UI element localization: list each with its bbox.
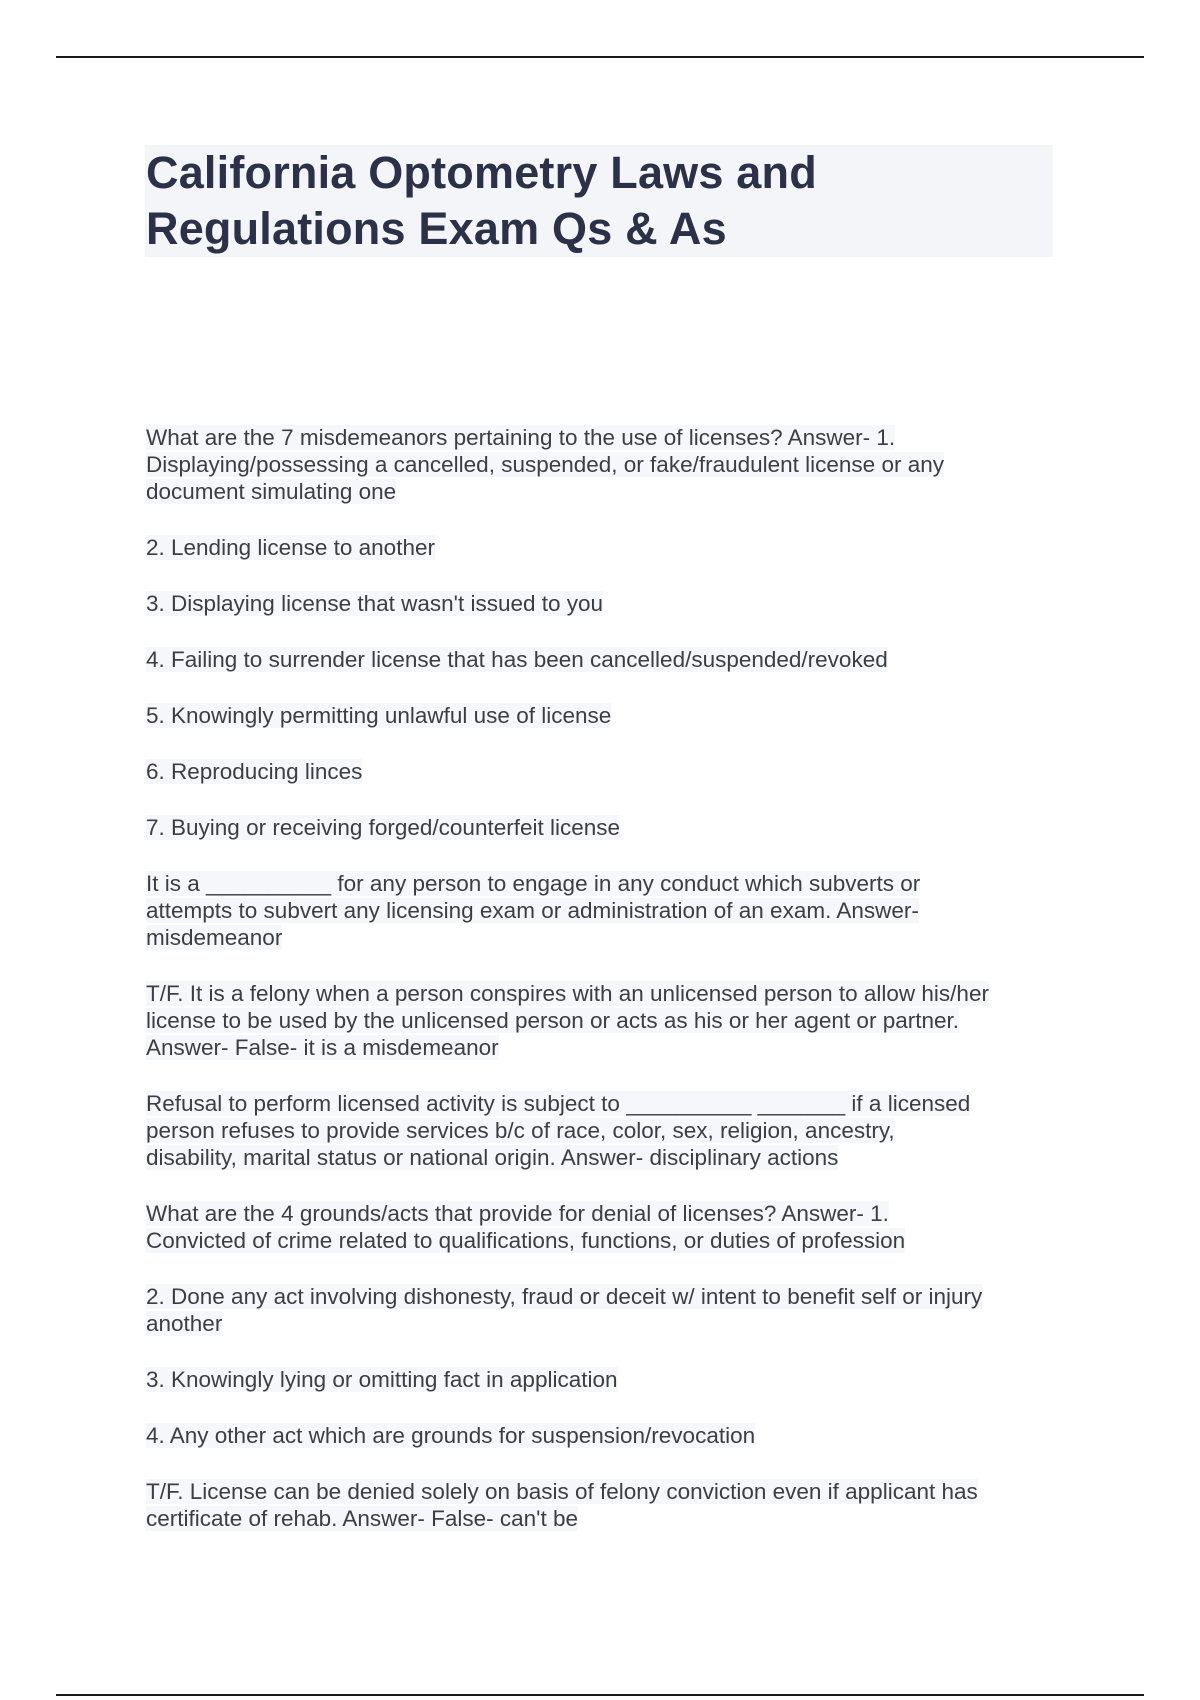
qa-paragraph bbox=[146, 1478, 1056, 1532]
paragraph-text: It is a __________ for any person to engage in any conduct which subverts or attempts to subvert any licensing exam or administration of an exam. Answer- misdemeanor bbox=[146, 871, 921, 950]
paragraph-text: What are the 7 misdemeanors pertaining to the use of licenses? Answer- 1. Displaying/possessing a cancelled, suspended, or fake/fraudulent license or any document simulating one bbox=[146, 425, 944, 504]
page-title bbox=[146, 145, 1046, 257]
qa-paragraph bbox=[146, 590, 1056, 617]
paragraph-text: What are the 4 grounds/acts that provide for denial of licenses? Answer- 1. Convicted of crime related to qualifications, functions, or duties of profession bbox=[146, 1201, 906, 1253]
top-rule bbox=[56, 56, 1144, 58]
paragraph-text: 2. Done any act involving dishonesty, fraud or deceit w/ intent to benefit self or injury another bbox=[146, 1284, 983, 1336]
paragraph-text: 5. Knowingly permitting unlawful use of license bbox=[146, 703, 612, 728]
paragraph-text: 3. Knowingly lying or omitting fact in application bbox=[146, 1367, 618, 1392]
title-line-1: California Optometry Laws and bbox=[146, 147, 817, 198]
qa-paragraph bbox=[146, 702, 1056, 729]
bottom-rule bbox=[56, 1694, 1144, 1696]
paragraph-text: T/F. It is a felony when a person conspires with an unlicensed person to allow his/her license to be used by the unlicensed person or acts as his or her agent or partner. Answer- False- it is a misdemeanor bbox=[146, 981, 989, 1060]
qa-paragraph bbox=[146, 1200, 1056, 1254]
paragraph-text: Refusal to perform licensed activity is subject to __________ _______ if a licensed person refuses to provide services b/c of race, color, sex, religion, ancestry, disability, marital status or national origin. Answer- disciplinary actions bbox=[146, 1091, 971, 1170]
qa-paragraph bbox=[146, 758, 1056, 785]
qa-paragraph bbox=[146, 814, 1056, 841]
paragraph-text: T/F. License can be denied solely on basis of felony conviction even if applicant has certificate of rehab. Answer- False- can't be bbox=[146, 1479, 978, 1531]
qa-paragraph bbox=[146, 424, 1056, 505]
qa-paragraph bbox=[146, 534, 1056, 561]
qa-paragraph bbox=[146, 646, 1056, 673]
title-line-2: Regulations Exam Qs & As bbox=[146, 203, 727, 254]
qa-paragraph bbox=[146, 1283, 1056, 1337]
qa-paragraph bbox=[146, 1422, 1056, 1449]
paragraph-text: 2. Lending license to another bbox=[146, 535, 435, 560]
qa-paragraph bbox=[146, 980, 1056, 1061]
qa-paragraph bbox=[146, 870, 1056, 951]
paragraph-text: 7. Buying or receiving forged/counterfeit license bbox=[146, 815, 621, 840]
qa-content bbox=[146, 424, 1056, 1561]
paragraph-text: 6. Reproducing linces bbox=[146, 759, 363, 784]
paragraph-text: 4. Failing to surrender license that has been cancelled/suspended/revoked bbox=[146, 647, 888, 672]
paragraph-text: 4. Any other act which are grounds for suspension/revocation bbox=[146, 1423, 756, 1448]
paragraph-text: 3. Displaying license that wasn't issued to you bbox=[146, 591, 604, 616]
qa-paragraph bbox=[146, 1366, 1056, 1393]
qa-paragraph bbox=[146, 1090, 1056, 1171]
